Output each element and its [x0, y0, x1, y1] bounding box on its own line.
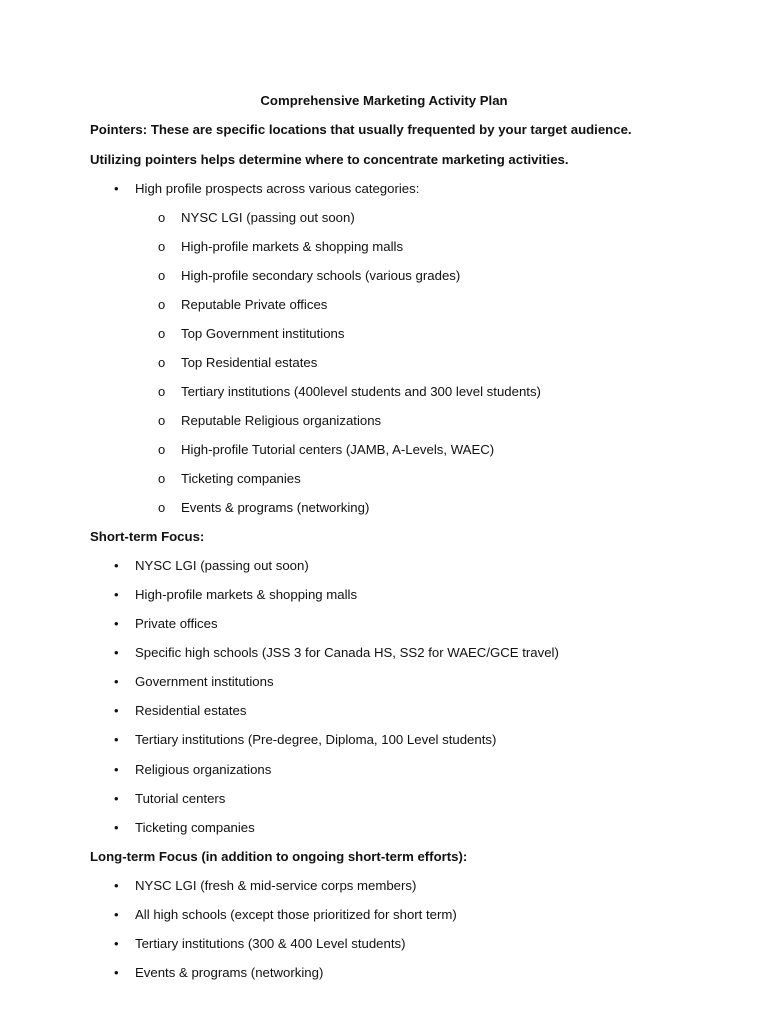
long-term-item: NYSC LGI (fresh & mid-service corps members): [135, 878, 417, 893]
short-term-item: Religious organizations: [135, 762, 272, 777]
bullet-icon: •: [114, 587, 119, 602]
bullet-icon: •: [114, 732, 119, 747]
long-term-item: Events & programs (networking): [135, 965, 324, 980]
sub-bullet-icon: o: [158, 297, 166, 312]
sub-bullet-icon: o: [158, 268, 166, 283]
prospects-item: Tertiary institutions (400level students and 300 level students): [181, 384, 541, 399]
sub-bullet-icon: o: [158, 239, 166, 254]
bullet-icon: •: [114, 791, 119, 806]
short-term-item: NYSC LGI (passing out soon): [135, 558, 309, 573]
bullet-icon: •: [114, 181, 119, 196]
sub-bullet-icon: o: [158, 413, 166, 428]
short-term-heading: Short-term Focus:: [90, 529, 205, 544]
bullet-icon: •: [114, 762, 119, 777]
bullet-icon: •: [114, 878, 119, 893]
intro-pointers: Pointers: These are specific locations that usually frequented by your target audience.: [90, 122, 632, 137]
short-term-item: High-profile markets & shopping malls: [135, 587, 358, 602]
bullet-icon: •: [114, 558, 119, 573]
sub-bullet-icon: o: [158, 471, 166, 486]
bullet-icon: •: [114, 703, 119, 718]
sub-bullet-icon: o: [158, 384, 166, 399]
prospects-item: Top Government institutions: [181, 326, 345, 341]
short-term-item: Government institutions: [135, 674, 274, 689]
prospects-item: NYSC LGI (passing out soon): [181, 210, 355, 225]
intro-utilizing: Utilizing pointers helps determine where to concentrate marketing activities.: [90, 152, 569, 167]
long-term-item: Tertiary institutions (300 & 400 Level students): [135, 936, 406, 951]
short-term-item: Specific high schools (JSS 3 for Canada HS, SS2 for WAEC/GCE travel): [135, 645, 559, 660]
bullet-icon: •: [114, 616, 119, 631]
document-title: Comprehensive Marketing Activity Plan: [260, 93, 508, 108]
short-term-item: Tutorial centers: [135, 791, 226, 806]
sub-bullet-icon: o: [158, 442, 166, 457]
short-term-item: Residential estates: [135, 703, 247, 718]
prospects-item: High-profile markets & shopping malls: [181, 239, 404, 254]
prospects-item: High-profile Tutorial centers (JAMB, A-Levels, WAEC): [181, 442, 495, 457]
sub-bullet-icon: o: [158, 500, 166, 515]
bullet-icon: •: [114, 820, 119, 835]
bullet-icon: •: [114, 645, 119, 660]
bullet-icon: •: [114, 907, 119, 922]
bullet-icon: •: [114, 936, 119, 951]
short-term-item: Ticketing companies: [135, 820, 255, 835]
bullet-icon: •: [114, 965, 119, 980]
long-term-item: All high schools (except those prioritized for short term): [135, 907, 457, 922]
short-term-item: Tertiary institutions (Pre-degree, Diploma, 100 Level students): [135, 732, 497, 747]
long-term-heading: Long-term Focus (in addition to ongoing short-term efforts):: [90, 849, 468, 864]
prospects-item: Reputable Religious organizations: [181, 413, 382, 428]
bullet-icon: •: [114, 674, 119, 689]
prospects-item: Ticketing companies: [181, 471, 301, 486]
prospects-item: Top Residential estates: [181, 355, 318, 370]
prospects-heading: High profile prospects across various categories:: [135, 181, 420, 196]
prospects-item: Reputable Private offices: [181, 297, 328, 312]
sub-bullet-icon: o: [158, 210, 166, 225]
prospects-item: High-profile secondary schools (various grades): [181, 268, 461, 283]
prospects-item: Events & programs (networking): [181, 500, 370, 515]
sub-bullet-icon: o: [158, 326, 166, 341]
short-term-item: Private offices: [135, 616, 218, 631]
sub-bullet-icon: o: [158, 355, 166, 370]
